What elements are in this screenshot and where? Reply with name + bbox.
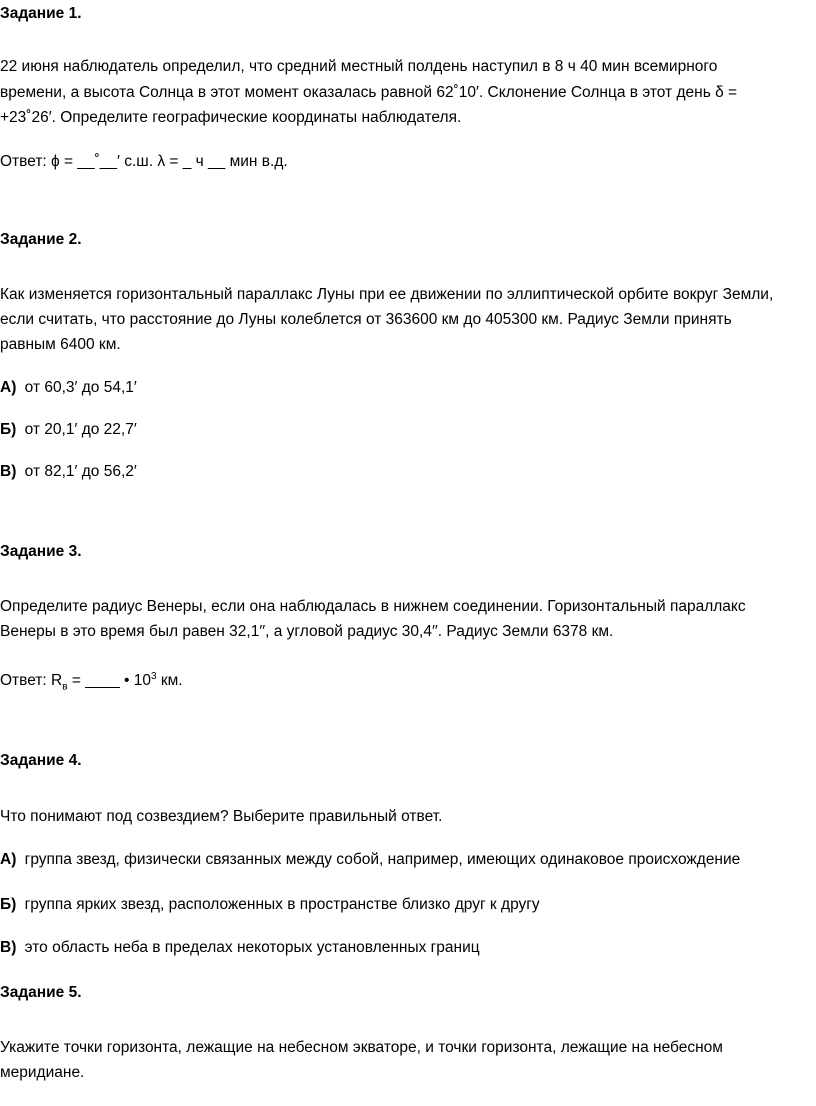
- task-5-text-line: Укажите точки горизонта, лежащие на небесном экваторе, и точки горизонта, лежащие на небесном: [0, 1039, 723, 1056]
- task-4-text-line: Что понимают под созвездием? Выберите правильный ответ.: [0, 808, 443, 825]
- task-1-text-line: 22 июня наблюдатель определил, что средний местный полдень наступил в 8 ч 40 мин всемирного: [0, 58, 718, 75]
- task-1-text-line: +23˚26′. Определите географические координаты наблюдателя.: [0, 109, 462, 126]
- option-text: от 82,1′ до 56,2′: [24, 463, 137, 480]
- answer-prefix: Ответ: R: [0, 672, 63, 690]
- answer-superscript: 3: [150, 671, 157, 682]
- answer-mid: = ____ • 10: [67, 672, 151, 690]
- task-2-text-line: Как изменяется горизонтальный параллакс Луны при ее движении по эллиптической орбите вокруг Земли,: [0, 286, 774, 303]
- option-letter: В): [0, 939, 17, 956]
- task-5-text-line: меридиане.: [0, 1064, 85, 1081]
- task-2-text-line: если считать, что расстояние до Луны колеблется от 363600 км до 405300 км. Радиус Земли принять: [0, 311, 732, 328]
- task-1-text-line: времени, а высота Солнца в этот момент оказалась равной 62˚10′. Склонение Солнца в этот день δ =: [0, 84, 738, 101]
- task-2-option-c: [0, 460, 137, 484]
- task-3-answer: [0, 665, 183, 699]
- task-4-option-c: [0, 936, 480, 960]
- option-letter: В): [0, 463, 17, 480]
- option-letter: А): [0, 379, 17, 396]
- option-letter: Б): [0, 421, 17, 438]
- task-2-option-a: [0, 376, 137, 400]
- option-text: это область неба в пределах некоторых установленных границ: [24, 939, 480, 956]
- task-4-option-b: [0, 893, 540, 917]
- answer-suffix: км.: [156, 672, 183, 690]
- option-text: группа звезд, физически связанных между собой, например, имеющих одинаковое происхождение: [24, 851, 741, 868]
- task-1-answer: Ответ: ϕ = __˚__′ с.ш. λ = _ ч __ мин в.д.: [0, 153, 288, 170]
- task-2-heading: Задание 2.: [0, 231, 82, 248]
- option-text: группа ярких звезд, расположенных в пространстве близко друг к другу: [24, 896, 540, 913]
- answer-subscript: в: [62, 681, 68, 693]
- task-4-heading: Задание 4.: [0, 752, 82, 769]
- task-3-heading: Задание 3.: [0, 543, 82, 560]
- option-text: от 20,1′ до 22,7′: [24, 421, 137, 438]
- option-letter: А): [0, 851, 17, 868]
- task-4-option-a: [0, 848, 740, 872]
- task-3-text-line: Определите радиус Венеры, если она наблюдалась в нижнем соединении. Горизонтальный параллакс: [0, 598, 746, 615]
- task-2-option-b: [0, 418, 137, 442]
- task-3-text-line: Венеры в это время был равен 32,1′′, а угловой радиус 30,4′′. Радиус Земли 6378 км.: [0, 623, 614, 640]
- task-2-text-line: равным 6400 км.: [0, 336, 121, 353]
- task-5-heading: Задание 5.: [0, 984, 82, 1001]
- task-1-heading: Задание 1.: [0, 5, 82, 22]
- option-letter: Б): [0, 896, 17, 913]
- option-text: от 60,3′ до 54,1′: [24, 379, 137, 396]
